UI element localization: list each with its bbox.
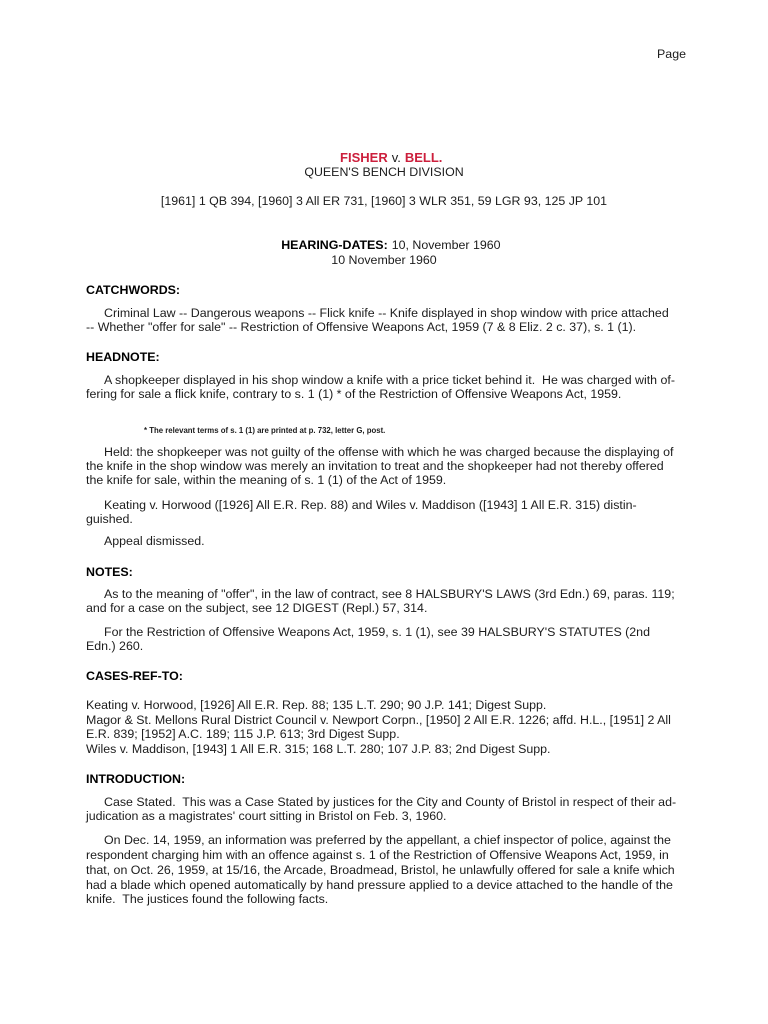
held-line: Held: the shopkeeper was not guilty of the offense with which he was charged because the displaying of (104, 445, 674, 459)
introduction-line: judication as a magistrates' court sitting in Bristol on Feb. 3, 1960. (86, 809, 447, 823)
notes-line: For the Restriction of Offensive Weapons Act, 1959, s. 1 (1), see 39 HALSBURY'S STATUTES (2nd (104, 625, 650, 639)
versus-label: v. (391, 150, 401, 165)
appeal-result: Appeal dismissed. (104, 534, 205, 548)
case-reference-line: Magor & St. Mellons Rural District Council v. Newport Corpn., [1950] 2 All E.R. 1226; affd. H.L., [1951] 2 All (86, 713, 671, 727)
headnote-heading: HEADNOTE: (86, 350, 160, 364)
page-label: Page (657, 47, 686, 61)
held-line: the knife for sale, within the meaning of s. 1 (1) of the Act of 1959. (86, 473, 447, 487)
party-bell: BELL. (404, 150, 443, 165)
headnote-line: fering for sale a flick knife, contrary to s. 1 (1) * of the Restriction of Offensive Weapons Act, 1959. (86, 387, 622, 401)
citation-line: [1961] 1 QB 394, [1960] 3 All ER 731, [1960] 3 WLR 351, 59 LGR 93, 125 JP 101 (160, 194, 608, 208)
catchwords-line: Criminal Law -- Dangerous weapons -- Flick knife -- Knife displayed in shop window with price attached (104, 306, 669, 320)
introduction-heading: INTRODUCTION: (86, 772, 186, 786)
distinguished-line: guished. (86, 512, 133, 526)
introduction-line: had a blade which opened automatically by hand pressure applied to a device attached to the handle of the (86, 878, 673, 892)
footnote: * The relevant terms of s. 1 (1) are printed at p. 732, letter G, post. (144, 426, 386, 435)
introduction-line: On Dec. 14, 1959, an information was preferred by the appellant, a chief inspector of police, against the (104, 833, 671, 847)
headnote-line: A shopkeeper displayed in his shop window a knife with a price ticket behind it. He was charged with of- (104, 373, 675, 387)
case-reference-line: Wiles v. Maddison, [1943] 1 All E.R. 315; 168 L.T. 280; 107 J.P. 83; 2nd Digest Supp. (86, 742, 551, 756)
case-reference-line: Keating v. Horwood, [1926] All E.R. Rep. 88; 135 L.T. 290; 90 J.P. 141; Digest Supp. (86, 698, 547, 712)
notes-line: Edn.) 260. (86, 639, 144, 653)
distinguished-line: Keating v. Horwood ([1926] All E.R. Rep. 88) and Wiles v. Maddison ([1943] 1 All E.R. 315) distin- (104, 498, 637, 512)
hearing-dates-value: 10, November 1960 (391, 237, 501, 252)
catchwords-line: -- Whether "offer for sale" -- Restriction of Offensive Weapons Act, 1959 (7 & 8 Eliz. 2 c. 37), s. 1 (1). (86, 320, 637, 334)
notes-line: and for a case on the subject, see 12 DIGEST (Repl.) 57, 314. (86, 601, 428, 615)
notes-heading: NOTES: (86, 565, 133, 579)
hearing-dates-label: HEARING-DATES: (281, 237, 388, 252)
catchwords-heading: CATCHWORDS: (86, 283, 181, 297)
introduction-line: Case Stated. This was a Case Stated by justices for the City and County of Bristol in respect of their ad- (104, 795, 677, 809)
held-line: the knife in the shop window was merely an invitation to treat and the shopkeeper had not thereby offered (86, 459, 664, 473)
court-name: QUEEN'S BENCH DIVISION (304, 165, 464, 179)
introduction-line: that, on Oct. 26, 1959, at 15/16, the Arcade, Broadmead, Bristol, he unlawfully offered for sale a knife which (86, 863, 675, 877)
decision-date: 10 November 1960 (331, 253, 437, 267)
introduction-line: respondent charging him with an offence against s. 1 of the Restriction of Offensive Weapons Act, 1959, in (86, 848, 669, 862)
introduction-line: knife. The justices found the following facts. (86, 892, 329, 906)
cases-ref-heading: CASES-REF-TO: (86, 669, 183, 683)
notes-line: As to the meaning of "offer", in the law of contract, see 8 HALSBURY'S LAWS (3rd Edn.) 69, paras. 119; (104, 587, 675, 601)
party-fisher: FISHER (340, 150, 388, 165)
case-reference-line: E.R. 839; [1952] A.C. 189; 115 J.P. 613; 3rd Digest Supp. (86, 727, 400, 741)
